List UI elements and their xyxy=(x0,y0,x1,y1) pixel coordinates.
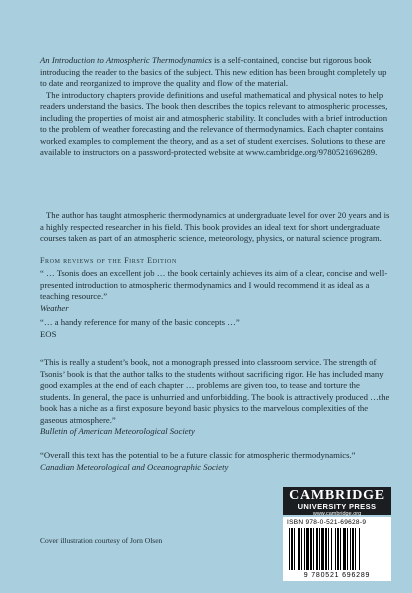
barcode-bar xyxy=(335,528,336,570)
barcode-number: 9 780521 696289 xyxy=(303,572,371,579)
barcode-bar xyxy=(321,528,324,570)
barcode-bar xyxy=(316,528,318,570)
barcode-bar xyxy=(304,528,305,570)
barcode-bar xyxy=(291,528,293,570)
description-paragraph-1 xyxy=(40,55,390,90)
barcode-icon xyxy=(287,528,387,572)
barcode-bar xyxy=(301,528,302,570)
description-paragraph-3: The author has taught atmospheric thermodynamics at undergraduate level for over 20 years and is a highly respected researcher in his field. This book provides an ideal text for short undergraduate courses taken as part of an atmospheric science, meteorology, physics, or natural science program. xyxy=(40,210,390,243)
review-source: Weather xyxy=(40,302,69,313)
barcode-bar xyxy=(319,528,320,570)
barcode-panel xyxy=(283,517,391,581)
review-item xyxy=(40,317,390,340)
publisher-url: www.cambridge.org xyxy=(312,511,362,517)
barcode-bar xyxy=(310,528,312,570)
review-quote: “This is really a student’s book, not a monograph pressed into classroom service. The strength of Tsonis’ book is that the author talks to the students without sacrificing rigor. He has included many good examples at the end of each chapter … problems are given too, to tease and torture the students. In general, the pace is unhurried and unforbidding. The book is attractively produced …the book has a niche as a first exposure beyond basic physics to the marvelous complexities of the gaseous atmosphere.” xyxy=(40,357,390,425)
publisher-logo xyxy=(283,487,391,515)
barcode-bar xyxy=(340,528,341,570)
barcode-bar xyxy=(355,528,356,570)
barcode-bar xyxy=(306,528,309,570)
description-paragraph-1-text: is a self-contained, concise but rigorous book introducing the reader to the basics of the subject. This new edition has been brought completely up to date and reorganized to improve the quality and flow of the material. xyxy=(40,55,387,88)
barcode-bar xyxy=(352,528,354,570)
barcode-bar xyxy=(313,528,314,570)
book-description xyxy=(40,55,390,159)
barcode-bar xyxy=(337,528,339,570)
barcode-bar xyxy=(325,528,327,570)
review-quote: “… a handy reference for many of the basic concepts …” xyxy=(40,317,240,327)
review-item xyxy=(40,450,390,473)
barcode-bar xyxy=(347,528,348,570)
review-quote: “ … Tsonis does an excellent job … the book certainly achieves its aim of a clear, concise and well-presented introduction to atmospheric thermodynamics and I would recommend it as ideal as a teaching resource.” xyxy=(40,268,388,301)
barcode-bar xyxy=(289,528,290,570)
barcode-bar xyxy=(359,528,360,570)
barcode-bar xyxy=(343,528,346,570)
barcode-bar xyxy=(328,528,329,570)
author-description xyxy=(40,210,390,245)
review-item xyxy=(40,357,390,438)
review-item xyxy=(40,268,390,314)
isbn-label: ISBN 978-0-521-69628-9 xyxy=(287,519,367,526)
description-paragraph-2: The introductory chapters provide definitions and useful mathematical and physical notes to help readers understand the basics. The book then describes the topics relevant to atmospheric processes, including the properties of moist air and atmospheric stability. It concludes with a brief introduction to the problem of weather forecasting and the relevance of thermodynamics. Each chapter contains worked examples to complement the theory, and as a set of student exercises. Solutions to these are available to instructors on a password-protected website at www.cambridge.org/9780521696289. xyxy=(40,89,388,157)
barcode-bar xyxy=(331,528,332,570)
barcode-bar xyxy=(350,528,351,570)
barcode-bar xyxy=(298,528,300,570)
publisher-name: CAMBRIDGE xyxy=(289,488,385,503)
barcode-bar xyxy=(294,528,295,570)
reviews-heading: From reviews of the First Edition xyxy=(40,256,177,265)
review-quote: “Overall this text has the potential to be a future classic for atmospheric thermodynamics.” xyxy=(40,450,356,460)
cover-credit: Cover illustration courtesy of Jorn Olsen xyxy=(40,536,163,545)
publisher-subtitle: UNIVERSITY PRESS xyxy=(297,502,377,511)
review-source: EOS xyxy=(40,328,57,339)
review-source: Canadian Meteorological and Oceanographic Society xyxy=(40,461,229,472)
review-source: Bulletin of American Meteorological Society xyxy=(40,426,195,436)
book-title: An Introduction to Atmospheric Thermodynamics xyxy=(40,55,212,65)
